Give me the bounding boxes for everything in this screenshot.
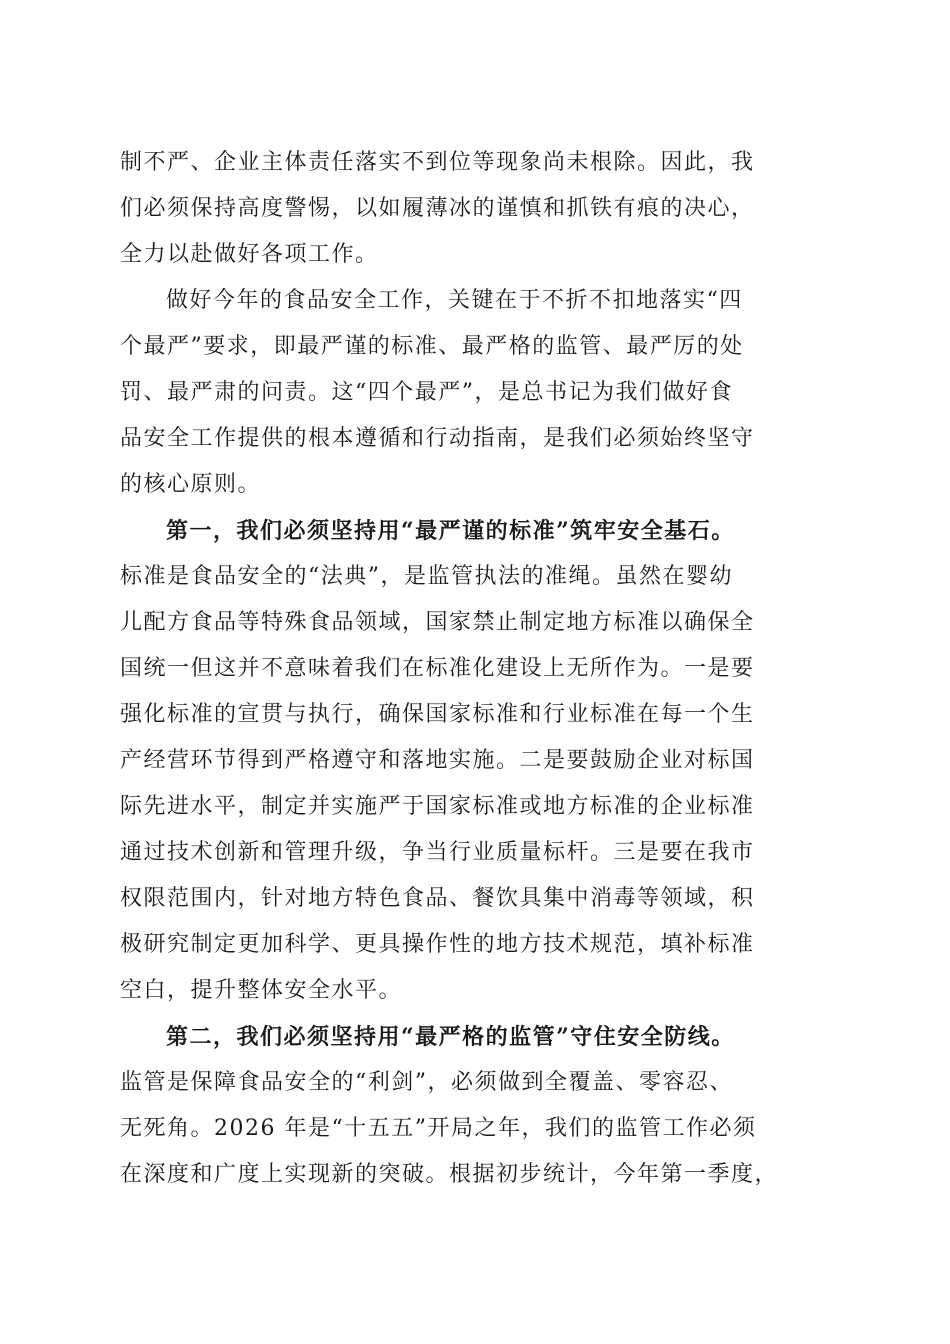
text-line: 在深度和广度上实现新的突破。根据初步统计，今年第一季度， — [120, 1162, 779, 1187]
text-line: 国统一但这并不意味着我们在标准化建设上无所作为。一是要 — [120, 656, 755, 681]
text-line: 强化标准的宣贯与执行，确保国家标准和行业标准在每一个生 — [120, 702, 755, 727]
text-line: 儿配方食品等特殊食品领域，国家禁止制定地方标准以确保全 — [120, 610, 755, 635]
text-line: 罚、最严肃的问责。这“四个最严”，是总书记为我们做好食 — [120, 380, 733, 405]
document-body — [120, 140, 832, 1198]
text-line: 全力以赴做好各项工作。 — [120, 242, 379, 267]
paragraph-1 — [120, 140, 832, 278]
text-line: 权限范围内，针对地方特色食品、餐饮具集中消毒等领域，积 — [120, 886, 755, 911]
text-line: 的核心原则。 — [120, 472, 262, 497]
paragraph-2 — [120, 278, 832, 508]
text-line: 做好今年的食品安全工作，关键在于不折不扣地落实“四 — [166, 288, 743, 313]
text-line: 际先进水平，制定并实施严于国家标准或地方标准的企业标准 — [120, 794, 755, 819]
text-line: 空白，提升整体安全水平。 — [120, 978, 403, 1003]
text-line: 无死角。2026 年是“十五五”开局之年，我们的监管工作必须 — [120, 1116, 757, 1141]
text-line: 极研究制定更加科学、更具操作性的地方技术规范，填补标准 — [120, 932, 755, 957]
paragraph-3 — [120, 508, 832, 1014]
text-line: 产经营环节得到严格遵守和落地实施。二是要鼓励企业对标国 — [120, 748, 755, 773]
section-heading: 第一，我们必须坚持用“最严谨的标准”筑牢安全基石。 — [166, 518, 735, 544]
text-line: 品安全工作提供的根本遵循和行动指南，是我们必须始终坚守 — [120, 426, 755, 451]
text-line: 通过技术创新和管理升级，争当行业质量标杆。三是要在我市 — [120, 840, 755, 865]
text-line: 们必须保持高度警惕，以如履薄冰的谨慎和抓铁有痕的决心， — [120, 196, 755, 221]
section-heading: 第二，我们必须坚持用“最严格的监管”守住安全防线。 — [166, 1024, 735, 1050]
text-line: 标准是食品安全的“法典”，是监管执法的准绳。虽然在婴幼 — [120, 564, 733, 589]
paragraph-4 — [120, 1014, 832, 1198]
text-line: 个最严”要求，即最严谨的标准、最严格的监管、最严厉的处 — [120, 334, 744, 359]
text-line: 制不严、企业主体责任落实不到位等现象尚未根除。因此，我 — [120, 150, 755, 175]
text-line: 监管是保障食品安全的“利剑”，必须做到全覆盖、零容忍、 — [120, 1070, 733, 1095]
